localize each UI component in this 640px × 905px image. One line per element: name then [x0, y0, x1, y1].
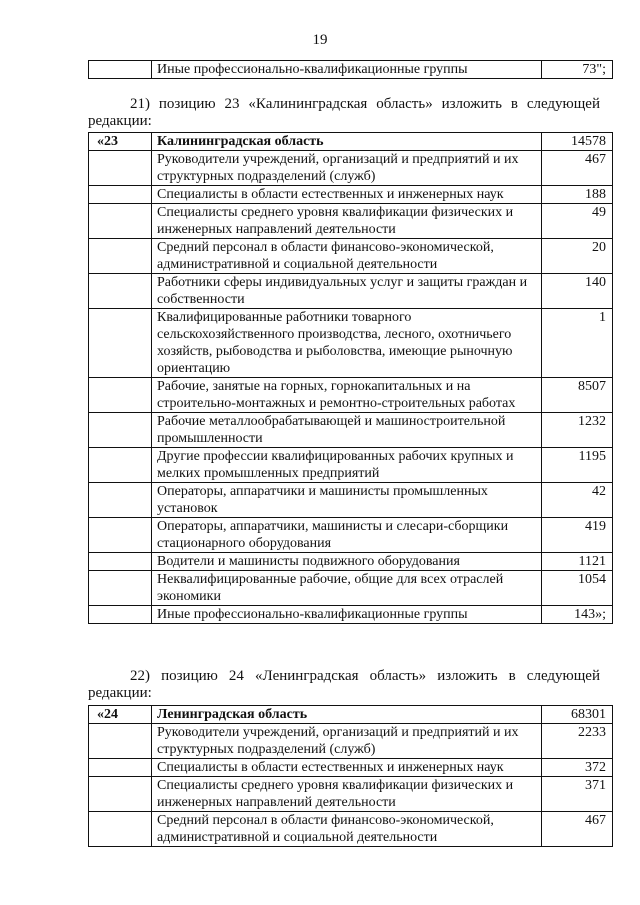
- row-code: [89, 448, 152, 483]
- row-value: 8507: [542, 378, 613, 413]
- table-row: [89, 61, 613, 79]
- row-value: 49: [542, 204, 613, 239]
- row-name: Иные профессионально-квалификационные группы: [152, 606, 542, 624]
- table-row: [89, 759, 613, 777]
- row-name: Неквалифицированные рабочие, общие для всех отраслей экономики: [152, 571, 542, 606]
- row-code: [89, 518, 152, 553]
- row-value: 1121: [542, 553, 613, 571]
- row-name: Водители и машинисты подвижного оборудования: [152, 553, 542, 571]
- row-value: 1054: [542, 571, 613, 606]
- row-value: 1232: [542, 413, 613, 448]
- table-row: [89, 151, 613, 186]
- row-code: [89, 553, 152, 571]
- row-name: Специалисты в области естественных и инженерных наук: [152, 759, 542, 777]
- table-row: [89, 204, 613, 239]
- table-row: [89, 133, 613, 151]
- row-name: Специалисты среднего уровня квалификации физических и инженерных направлений деятельности: [152, 777, 542, 812]
- section-21-intro-line2: редакции:: [88, 113, 152, 129]
- row-name: Ленинградская область: [152, 706, 542, 724]
- row-name: Руководители учреждений, организаций и предприятий и их структурных подразделений (служб): [152, 151, 542, 186]
- row-code: [89, 759, 152, 777]
- leningrad-table: [88, 705, 613, 847]
- section-22-intro: [88, 668, 600, 702]
- row-code: «24: [89, 706, 152, 724]
- table-row: [89, 378, 613, 413]
- row-value: 42: [542, 483, 613, 518]
- row-code: [89, 724, 152, 759]
- row-code: [89, 61, 152, 79]
- row-name: Рабочие металлообрабатывающей и машиностроительной промышленности: [152, 413, 542, 448]
- row-name: Калининградская область: [152, 133, 542, 151]
- table-row: [89, 571, 613, 606]
- row-code: [89, 151, 152, 186]
- table-row: [89, 812, 613, 847]
- table-row: [89, 309, 613, 378]
- row-code: [89, 571, 152, 606]
- top-table: [88, 60, 613, 79]
- row-code: [89, 606, 152, 624]
- table-row: [89, 518, 613, 553]
- table-row: [89, 706, 613, 724]
- table-row: [89, 413, 613, 448]
- row-value: 20: [542, 239, 613, 274]
- row-code: [89, 274, 152, 309]
- row-name: Квалифицированные работники товарного сельскохозяйственного производства, лесного, охотничьего хозяйств, рыбоводства и рыболовства, имеющие рыночную ориентацию: [152, 309, 542, 378]
- row-value: 467: [542, 812, 613, 847]
- kaliningrad-table: [88, 132, 613, 624]
- row-value: 372: [542, 759, 613, 777]
- row-value: 14578: [542, 133, 613, 151]
- table-row: [89, 553, 613, 571]
- row-value: 188: [542, 186, 613, 204]
- row-code: [89, 186, 152, 204]
- page-number: 19: [312, 32, 328, 48]
- row-name: Операторы, аппаратчики, машинисты и слесари-сборщики стационарного оборудования: [152, 518, 542, 553]
- section-22-intro-line2: редакции:: [88, 685, 152, 701]
- row-code: [89, 378, 152, 413]
- table-row: [89, 483, 613, 518]
- row-name: Операторы, аппаратчики и машинисты промышленных установок: [152, 483, 542, 518]
- row-value: 140: [542, 274, 613, 309]
- row-name: Работники сферы индивидуальных услуг и защиты граждан и собственности: [152, 274, 542, 309]
- row-value: 1: [542, 309, 613, 378]
- row-name: Специалисты среднего уровня квалификации физических и инженерных направлений деятельности: [152, 204, 542, 239]
- table-row: [89, 606, 613, 624]
- table-row: [89, 724, 613, 759]
- row-value: 2233: [542, 724, 613, 759]
- table-row: [89, 777, 613, 812]
- row-code: [89, 483, 152, 518]
- table-row: [89, 274, 613, 309]
- table-row: [89, 186, 613, 204]
- row-code: [89, 239, 152, 274]
- row-value: 1195: [542, 448, 613, 483]
- row-code: [89, 309, 152, 378]
- section-21-intro: [88, 96, 600, 130]
- row-value: 371: [542, 777, 613, 812]
- row-code: «23: [89, 133, 152, 151]
- row-code: [89, 777, 152, 812]
- row-value: 419: [542, 518, 613, 553]
- row-name: Руководители учреждений, организаций и предприятий и их структурных подразделений (служб): [152, 724, 542, 759]
- row-name: Иные профессионально-квалификационные группы: [152, 61, 542, 79]
- row-value: 467: [542, 151, 613, 186]
- row-code: [89, 204, 152, 239]
- row-name: Рабочие, занятые на горных, горнокапитальных и на строительно-монтажных и ремонтно-строительных работах: [152, 378, 542, 413]
- section-21-intro-line1: 21) позицию 23 «Калининградская область» изложить в следующей: [130, 96, 600, 112]
- row-code: [89, 812, 152, 847]
- row-value: 68301: [542, 706, 613, 724]
- row-code: [89, 413, 152, 448]
- row-name: Средний персонал в области финансово-экономической, административной и социальной деятельности: [152, 239, 542, 274]
- row-name: Средний персонал в области финансово-экономической, административной и социальной деятельности: [152, 812, 542, 847]
- section-22-intro-line1: 22) позицию 24 «Ленинградская область» изложить в следующей: [130, 668, 600, 684]
- row-value: 73";: [542, 61, 613, 79]
- row-value: 143»;: [542, 606, 613, 624]
- row-name: Другие профессии квалифицированных рабочих крупных и мелких промышленных предприятий: [152, 448, 542, 483]
- table-row: [89, 448, 613, 483]
- table-row: [89, 239, 613, 274]
- row-name: Специалисты в области естественных и инженерных наук: [152, 186, 542, 204]
